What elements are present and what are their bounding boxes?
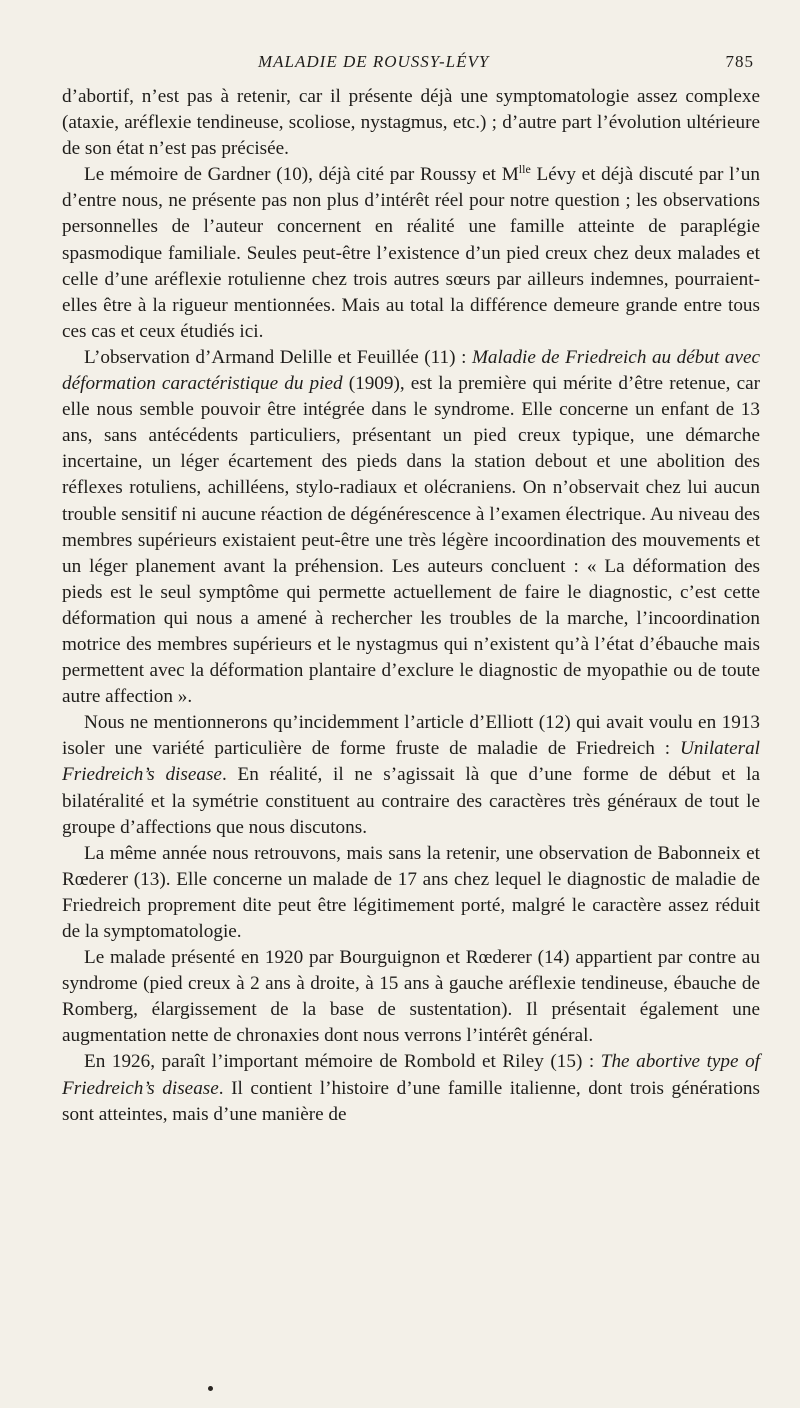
ink-speck [208,1386,213,1391]
paragraph-7-text-b: . Il contient l’histoire d’une famille italienne, dont trois générations sont atteintes, mais d’une manière de [62,1077,760,1125]
paragraph-6 [62,945,760,1049]
paragraph-4-text-a: Nous ne mentionnerons qu’incidemment l’article d’Elliott (12) qui avait voulu en 1913 isoler une variété particulière de forme fruste de maladie de Friedreich : [62,712,760,760]
paragraph-2-text-b: Lévy et déjà discuté par l’un d’entre nous, ne présente pas non plus d’intérêt réel pour notre question ; les observations personnelles de l’auteur concernent en réalité une famille atteinte de paraplégie spasmodique familiale. Seules peut-être l’existence d’un pied creux chez deux malades et celle d’une aréflexie rotulienne chez trois autres sœurs par ailleurs indemnes, pourraient-elles être à la rigueur mentionnées. Mais au total la différence demeure grande entre tous ces cas et ceux étudiés ici. [62,164,760,342]
paragraph-4-text-b: . En réalité, il ne s’agissait là que d’une forme de début et la bilatéralité et la symétrie constituent au contraire des caractères très généraux de tout le groupe d’affections que nous discutons. [62,764,760,838]
paragraph-3-text-b: (1909), est la première qui mérite d’être retenue, car elle nous semble pouvoir être intégrée dans le syndrome. Elle concerne un enfant de 13 ans, sans antécédents particuliers, présentant un pied creux typique, une démarche incertaine, un léger écartement des pieds dans la station debout et une abolition des réflexes rotuliens, achilléens, stylo-radiaux et olécraniens. On n’observait chez lui aucun trouble sensitif ni aucune réaction de dégénérescence à l’examen électrique. Au niveau des membres supérieurs existaient peut-être une très légère incoordination des mouvements et un léger planement avant la préhension. Les auteurs concluent : « La déformation des pieds est le seul symptôme qui permette actuellement de faire le diagnostic, c’est cette déformation qui nous a amené à rechercher les troubles de la marche, l’incoordination motrice des membres supérieurs et le nystagmus qui n’existent qu’à l’état d’ébauche mais permettent avec la déformation plantaire d’exclure le diagnostic de myopathie ou de toute autre affection ». [62,373,760,708]
paragraph-6-text: Le malade présenté en 1920 par Bourguignon et Rœderer (14) appartient par contre au syndrome (pied creux à 2 ans à droite, à 15 ans à gauche aréflexie tendineuse, ébauche de Romberg, élargissement de la base de sustentation). Il présentait également une augmentation nette de chronaxies dont nous verrons l’intérêt général. [62,947,760,1047]
paragraph-1 [62,84,760,162]
paragraph-5 [62,841,760,945]
mademoiselle-superscript: lle [518,162,531,177]
page-number: 785 [725,52,754,71]
paragraph-2-text-a: Le mémoire de Gardner (10), déjà cité par Roussy et M [84,164,519,186]
paragraph-2 [62,162,760,345]
paragraph-3-text-a: L’observation d’Armand Delille et Feuillée (11) : [84,346,472,368]
cited-title-delille: Maladie de Friedreich au début avec déformation caractéristique du pied [62,346,760,395]
paragraph-4 [62,710,760,840]
paragraph-5-text: La même année nous retrouvons, mais sans la retenir, une observation de Babonneix et Rœderer (13). Elle concerne un malade de 17 ans chez lequel le diagnostic de maladie de Friedreich proprement dite peut être légitimement porté, malgré le caractère assez réduit de la symptomatologie. [62,842,760,942]
cited-title-elliott: Unilateral Friedreich’s disease [62,738,760,786]
paragraph-1-text: d’abortif, n’est pas à retenir, car il présente déjà une symptomatologie assez complexe (ataxie, aréflexie tendineuse, scoliose, nystagmus, etc.) ; d’autre part l’évolution ultérieure de son état n’est pas précisée. [62,86,760,160]
running-title: MALADIE DE ROUSSY-LÉVY [258,52,490,71]
running-header [62,48,760,84]
body-text [62,84,760,1128]
cited-title-rombold-riley: The abortive type of Friedreich’s disease [62,1051,760,1099]
paragraph-7-text-a: En 1926, paraît l’important mémoire de Rombold et Riley (15) : [84,1051,601,1073]
paragraph-7 [62,1049,760,1127]
paragraph-3 [62,345,760,710]
